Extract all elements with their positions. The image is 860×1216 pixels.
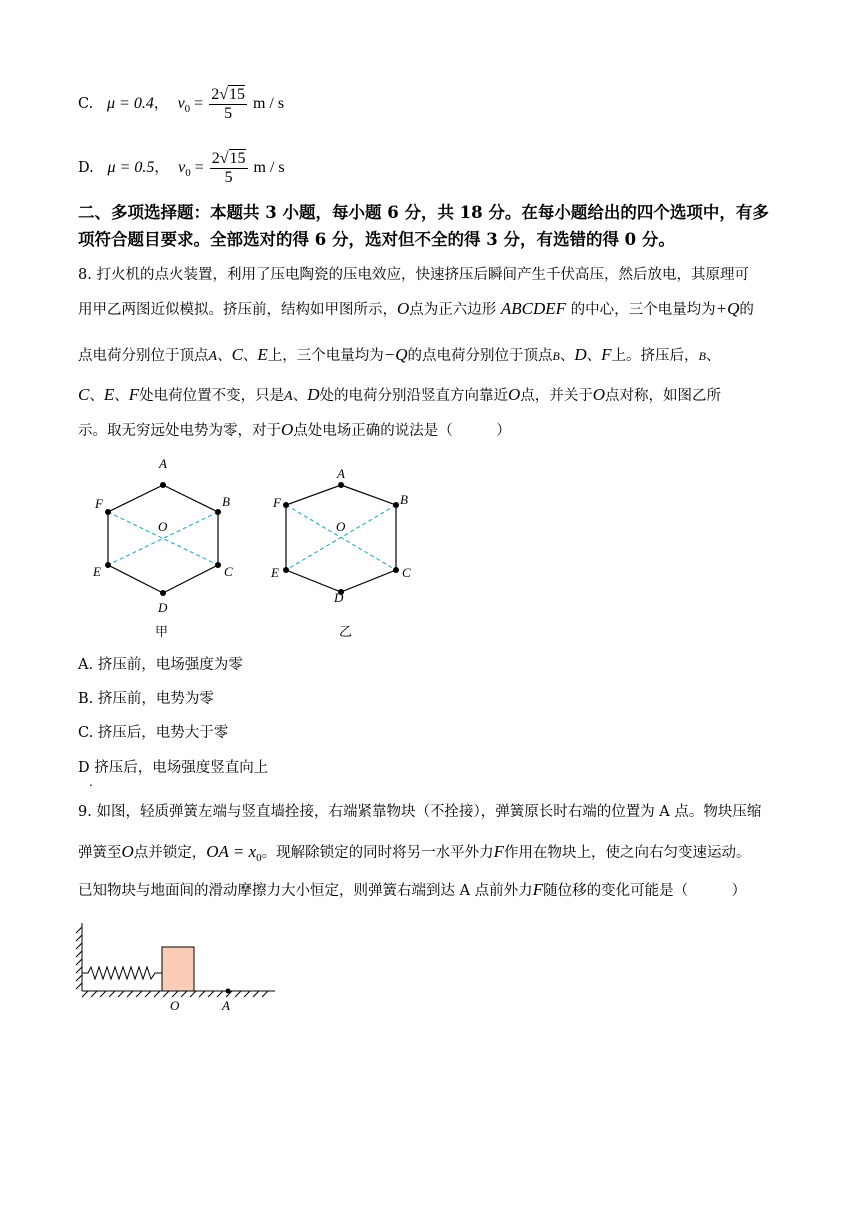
q9-l3a: 已知物块与地面间的滑动摩擦力大小恒定，则弹簧右端到达 A 点前外力 xyxy=(78,883,533,899)
section-heading-line-1: 二、多项选择题：本题共 3 小题，每小题 6 分，共 18 分。在每小题给出的四个选项中，有多 xyxy=(78,203,769,222)
label-c: C xyxy=(224,564,233,579)
q8-l4a: 处电荷位置不变，只是 xyxy=(139,388,285,404)
q8-l2-plus-q: +Q xyxy=(715,299,740,318)
q8-l3s1: 、 xyxy=(217,348,232,364)
caption-jia: 甲 xyxy=(155,624,169,639)
point-f xyxy=(105,509,111,515)
option-c-den: 5 xyxy=(224,104,233,122)
q8-line-1: 8. 打火机的点火装置，利用了压电陶瓷的压电效应，快速挤压后瞬间产生千伏高压，然后放电，其原理可 xyxy=(78,267,749,283)
q8-l4-d: D xyxy=(307,385,320,404)
option-d-num-coef: 2 xyxy=(211,149,220,167)
label-o: O xyxy=(158,519,168,534)
option-c-num-rad: 15 xyxy=(228,85,245,103)
hexagon-figure-yi xyxy=(266,450,426,645)
q8-l2-hexagon: ABCDEF xyxy=(500,299,567,318)
option-d-den: 5 xyxy=(224,168,233,186)
q8-l3b: 上，三个电量均为 xyxy=(267,348,384,364)
q8-l3s3: 、 xyxy=(559,348,575,364)
point-a xyxy=(160,482,166,488)
q8-l4-c: C xyxy=(78,385,90,404)
q8-l4s2: 、 xyxy=(114,388,129,404)
block xyxy=(162,947,194,991)
spring-zigzag xyxy=(82,967,162,979)
ground-hatching xyxy=(82,991,275,997)
label-a: A xyxy=(159,456,167,471)
wall-hatching xyxy=(76,923,82,991)
label-d: D xyxy=(158,600,168,615)
q9-l2-o: O xyxy=(121,842,134,861)
option-d-v: v xyxy=(178,159,186,176)
option-d-eq: = xyxy=(190,159,208,176)
label-b: B xyxy=(400,492,408,507)
option-c-v: v xyxy=(177,95,185,112)
point-b xyxy=(393,502,399,508)
q8-l3-minus-q: −Q xyxy=(383,345,408,364)
q8-l4-a: A xyxy=(284,389,293,404)
q8-l3c: 的点电荷分别位于顶点 xyxy=(407,348,553,364)
option-d-v-sub: 0 xyxy=(185,166,191,179)
option-d xyxy=(78,144,285,192)
hexagon-outline xyxy=(108,485,218,593)
q8-l3-d: D xyxy=(574,345,587,364)
q8-l5a: 示。取无穷远处电势为零，对于 xyxy=(78,423,281,439)
q8-option-d-dot: . xyxy=(89,775,93,789)
point-a-marker xyxy=(226,989,231,994)
label-c: C xyxy=(402,565,411,580)
point-f xyxy=(283,502,289,508)
q8-l3-e: E xyxy=(257,345,268,364)
q8-l2a: 用甲乙两图近似模拟。挤压前，结构如甲图所示， xyxy=(78,302,397,318)
q9-l3-f: F xyxy=(532,880,544,899)
q8-l2c: 的中心，三个电量均为 xyxy=(566,302,716,318)
option-d-label: D. xyxy=(78,160,94,176)
q9-l2-f: F xyxy=(493,842,505,861)
q8-l4b: 处的电荷分别沿竖直方向靠近 xyxy=(319,388,508,404)
q8-l4-e: E xyxy=(103,385,115,404)
point-e xyxy=(105,562,111,568)
option-c-eq: = xyxy=(190,95,208,112)
option-c-v-sub: 0 xyxy=(184,102,191,115)
label-f: F xyxy=(95,496,103,511)
q8-l4-f: F xyxy=(128,385,140,404)
point-a xyxy=(338,482,344,488)
option-d-unit: m / s xyxy=(249,159,285,176)
q9-l2d: 作用在物块上，使之向右匀变速运动。 xyxy=(504,845,751,861)
spring-block-figure xyxy=(70,915,285,1015)
point-c xyxy=(215,562,221,568)
q9-l3b: 随位移的变化可能是（ ） xyxy=(543,883,747,899)
option-c-label: C. xyxy=(78,96,94,112)
q8-l4s3: 、 xyxy=(292,388,308,404)
q9-l2c: 。现解除锁定的同时将另一水平外力 xyxy=(261,845,494,861)
q9-line-1: 9. 如图，轻质弹簧左端与竖直墙拴接，右端紧靠物块（不拴接），弹簧原长时右端的位置为 A 点。物块压缩 xyxy=(78,804,762,820)
q8-line-2 xyxy=(78,299,754,320)
q8-l3d: 上。挤压后， xyxy=(611,348,699,364)
option-c xyxy=(78,80,284,128)
option-d-fraction: $\frac{2√15}{5}$ xyxy=(211,149,246,186)
q9-line-3 xyxy=(78,880,746,901)
point-b xyxy=(215,509,221,515)
q8-l5b: 点处电场正确的说法是（ ） xyxy=(293,423,511,439)
q8-l3s5: 、 xyxy=(705,348,721,364)
option-d-num-rad: 15 xyxy=(229,149,246,167)
q8-l3-b2: B xyxy=(698,349,706,363)
label-e: E xyxy=(271,565,279,580)
q8-l4d: 点对称，如图乙所 xyxy=(605,388,722,404)
point-c xyxy=(393,567,399,573)
q8-l4c: 点，并关于 xyxy=(520,388,593,404)
option-c-sep: ， xyxy=(153,96,169,112)
q8-option-d: D 挤压后，电场强度竖直向上 xyxy=(78,760,269,776)
q8-l3-a: A xyxy=(208,349,218,364)
q8-l2d: 的 xyxy=(739,302,754,318)
q8-l4s1: 、 xyxy=(89,388,104,404)
option-c-fraction: $\frac{2√15}{5}$ xyxy=(211,85,245,122)
q8-line-3 xyxy=(78,345,720,367)
q8-option-c: C. 挤压后，电势大于零 xyxy=(78,725,229,741)
q8-option-b: B. 挤压前，电势为零 xyxy=(78,691,214,707)
q8-l4-o: O xyxy=(507,385,521,404)
q8-line-5 xyxy=(78,420,511,441)
q8-l2-o: O xyxy=(397,299,410,318)
q8-l3s4: 、 xyxy=(586,348,602,364)
q8-l2b: 点为正六边形 xyxy=(409,302,501,318)
q9-l2-eq: OA = x xyxy=(206,842,257,861)
hexagon-figure-jia xyxy=(88,450,248,645)
q8-l4-o2: O xyxy=(592,385,606,404)
q9-l2a: 弹簧至 xyxy=(78,845,122,861)
label-a: A xyxy=(222,998,230,1013)
hexagon-outline-squeezed xyxy=(286,485,396,592)
option-c-mu: μ = 0.4 xyxy=(107,95,154,112)
label-e: E xyxy=(93,564,101,579)
option-d-sep: ， xyxy=(154,160,169,176)
q8-l3a: 点电荷分别位于顶点 xyxy=(78,348,209,364)
q8-option-a: A. 挤压前，电场强度为零 xyxy=(78,657,243,673)
q8-l3-b: B xyxy=(552,349,560,363)
label-b: B xyxy=(222,494,230,509)
label-a: A xyxy=(337,466,345,481)
q9-l2-sub: 0 xyxy=(256,851,262,864)
point-e xyxy=(283,567,289,573)
label-o: O xyxy=(336,519,346,534)
q8-l3-c: C xyxy=(231,345,243,364)
q9-l2b: 点并锁定， xyxy=(133,845,207,861)
q9-line-2 xyxy=(78,842,751,868)
option-c-num-coef: 2 xyxy=(211,85,220,103)
section-heading-line-2: 项符合题目要求。全部选对的得 6 分，选对但不全的得 3 分，有选错的得 0 分。 xyxy=(78,230,675,249)
q8-l3-f: F xyxy=(601,345,612,364)
caption-yi: 乙 xyxy=(339,624,353,639)
option-d-mu: μ = 0.5 xyxy=(107,159,155,176)
q8-l5-o: O xyxy=(281,420,294,439)
label-f: F xyxy=(273,495,281,510)
option-c-unit: m / s xyxy=(248,95,285,112)
point-d xyxy=(160,590,166,596)
q8-l3s2: 、 xyxy=(242,348,258,364)
q8-line-4 xyxy=(78,385,721,407)
label-d: D xyxy=(334,590,344,605)
label-o: O xyxy=(170,998,180,1013)
